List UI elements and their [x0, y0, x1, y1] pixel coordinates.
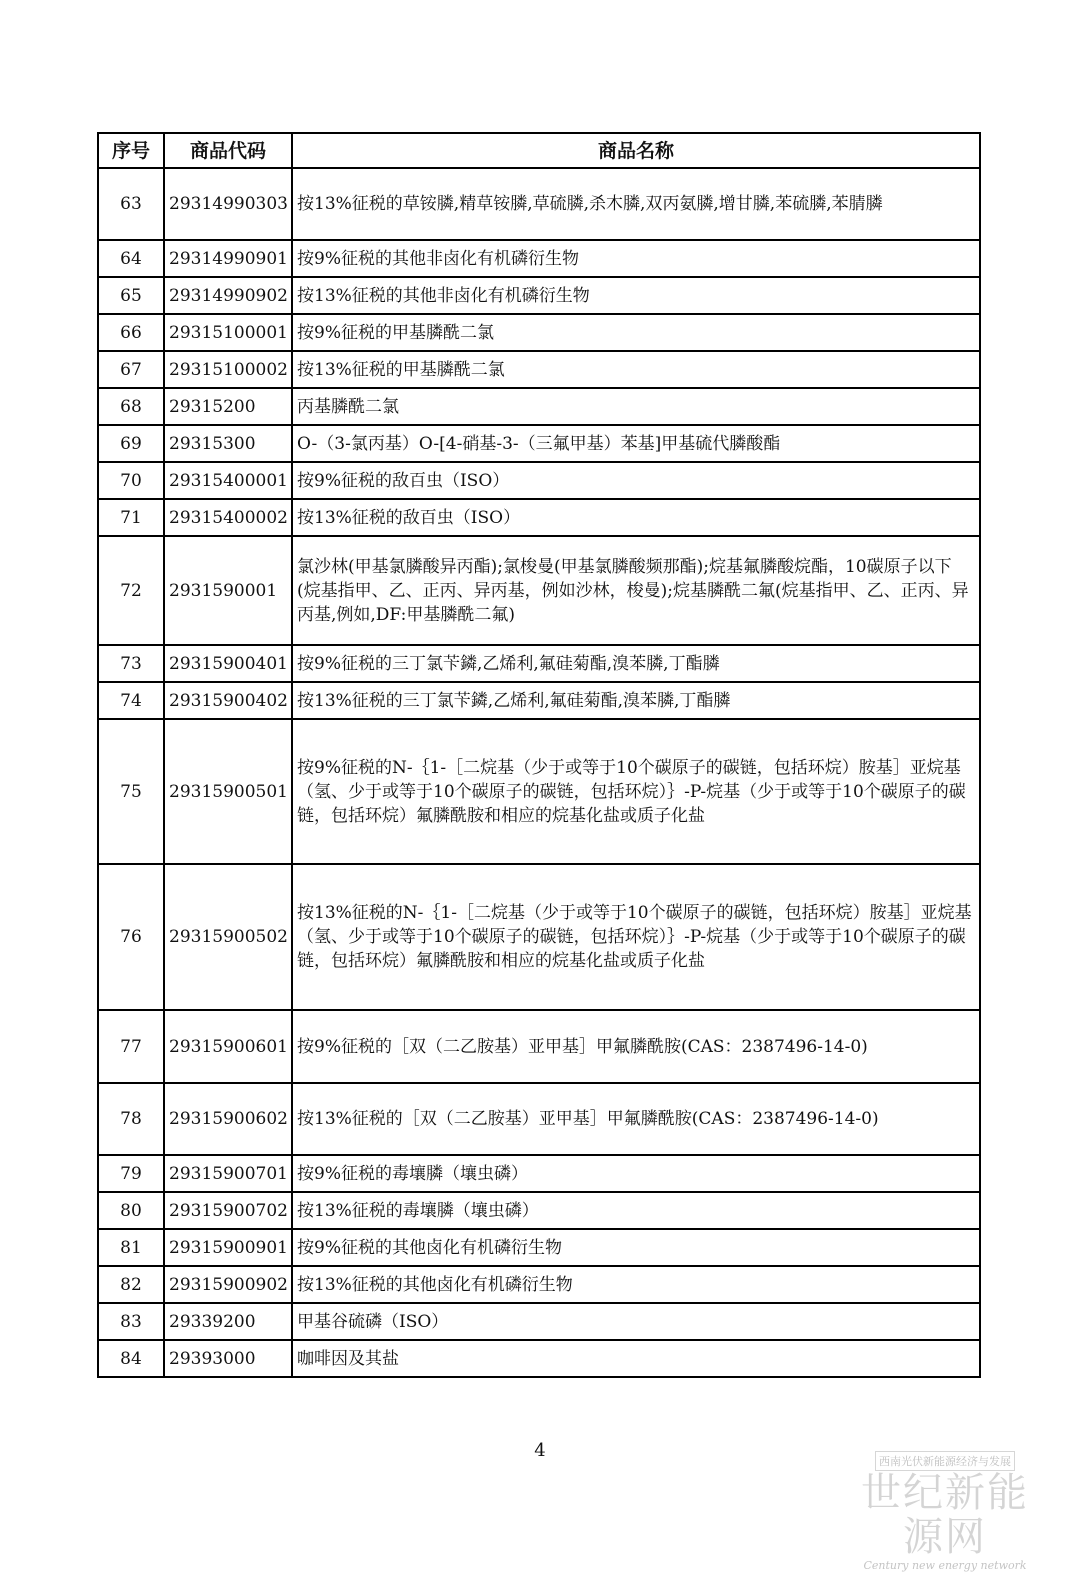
- table-row: [98, 1340, 980, 1377]
- table-row: [98, 1266, 980, 1303]
- page-number: 4: [534, 1440, 546, 1461]
- row-product-code: 29315900401: [164, 645, 292, 682]
- table-row: [98, 1010, 980, 1083]
- row-product-name: 按9%征税的其他卤化有机磷衍生物: [292, 1229, 980, 1266]
- row-serial-number: 75: [98, 719, 164, 864]
- watermark-top-text: 西南光伏新能源经济与发展: [875, 1451, 1015, 1471]
- row-product-name: 按9%征税的甲基膦酰二氯: [292, 314, 980, 351]
- row-product-code: 29315400002: [164, 499, 292, 536]
- watermark-main-text: 世纪新能源网: [861, 1470, 1029, 1560]
- table-row: [98, 1303, 980, 1340]
- table-row: [98, 277, 980, 314]
- row-serial-number: 83: [98, 1303, 164, 1340]
- row-product-name: 按13%征税的甲基膦酰二氯: [292, 351, 980, 388]
- row-product-name: 按13%征税的［双（二乙胺基）亚甲基］甲氟膦酰胺(CAS：2387496-14-0): [292, 1083, 980, 1155]
- row-product-name: 咖啡因及其盐: [292, 1340, 980, 1377]
- row-product-code: 29315900702: [164, 1192, 292, 1229]
- row-product-code: 29315900602: [164, 1083, 292, 1155]
- row-product-code: 29315100002: [164, 351, 292, 388]
- table-row: [98, 536, 980, 645]
- row-serial-number: 74: [98, 682, 164, 719]
- table-row: [98, 682, 980, 719]
- row-product-name: 按13%征税的其他卤化有机磷衍生物: [292, 1266, 980, 1303]
- row-serial-number: 79: [98, 1155, 164, 1192]
- table-row: [98, 425, 980, 462]
- row-serial-number: 65: [98, 277, 164, 314]
- row-product-code: 29315400001: [164, 462, 292, 499]
- row-product-name: 按9%征税的三丁氯苄鏻,乙烯利,氟硅菊酯,溴苯膦,丁酯膦: [292, 645, 980, 682]
- row-serial-number: 77: [98, 1010, 164, 1083]
- row-product-code: 29315300: [164, 425, 292, 462]
- row-product-code: 29393000: [164, 1340, 292, 1377]
- row-product-name: 按13%征税的N-｛1-［二烷基（少于或等于10个碳原子的碳链，包括环烷）胺基］亚烷基（氢、少于或等于10个碳原子的碳链，包括环烷）｝-P-烷基（少于或等于10个碳原子的碳链，包括环烷）氟膦酰胺和相应的烷基化盐或质子化盐: [292, 864, 980, 1010]
- table-row: [98, 499, 980, 536]
- table-row: [98, 719, 980, 864]
- watermark-logo: [845, 1450, 1045, 1572]
- row-product-code: 29314990901: [164, 240, 292, 277]
- row-product-name: 按9%征税的毒壤膦（壤虫磷）: [292, 1155, 980, 1192]
- header-serial-number: 序号: [98, 133, 164, 168]
- table-row: [98, 314, 980, 351]
- row-product-code: 29315200: [164, 388, 292, 425]
- table-row: [98, 388, 980, 425]
- row-product-code: 29315900901: [164, 1229, 292, 1266]
- row-serial-number: 80: [98, 1192, 164, 1229]
- row-serial-number: 64: [98, 240, 164, 277]
- header-product-name: 商品名称: [292, 133, 980, 168]
- table-row: [98, 1155, 980, 1192]
- table-header-row: [98, 133, 980, 168]
- row-serial-number: 73: [98, 645, 164, 682]
- row-serial-number: 68: [98, 388, 164, 425]
- table-row: [98, 462, 980, 499]
- row-product-name: 按9%征税的敌百虫（ISO）: [292, 462, 980, 499]
- row-product-code: 29315900701: [164, 1155, 292, 1192]
- row-product-code: 29314990303: [164, 168, 292, 240]
- table-row: [98, 1229, 980, 1266]
- watermark-sub-text: Century new energy network: [863, 1559, 1027, 1572]
- row-product-name: 按13%征税的毒壤膦（壤虫磷）: [292, 1192, 980, 1229]
- table-row: [98, 864, 980, 1010]
- row-serial-number: 70: [98, 462, 164, 499]
- table-row: [98, 645, 980, 682]
- row-serial-number: 81: [98, 1229, 164, 1266]
- row-product-code: 29315900502: [164, 864, 292, 1010]
- row-serial-number: 82: [98, 1266, 164, 1303]
- row-serial-number: 66: [98, 314, 164, 351]
- row-product-name: 按13%征税的草铵膦,精草铵膦,草硫膦,杀木膦,双丙氨膦,增甘膦,苯硫膦,苯腈膦: [292, 168, 980, 240]
- table-row: [98, 1083, 980, 1155]
- row-product-name: 甲基谷硫磷（ISO）: [292, 1303, 980, 1340]
- row-product-code: 2931590001: [164, 536, 292, 645]
- product-table: [97, 132, 981, 1378]
- row-product-name: 丙基膦酰二氯: [292, 388, 980, 425]
- row-product-name: 按13%征税的其他非卤化有机磷衍生物: [292, 277, 980, 314]
- row-product-code: 29339200: [164, 1303, 292, 1340]
- row-product-name: 氯沙林(甲基氯膦酸异丙酯);氯梭曼(甲基氯膦酸频那酯);烷基氟膦酸烷酯，10碳原子以下(烷基指甲、乙、正丙、异丙基，例如沙林，梭曼);烷基膦酰二氟(烷基指甲、乙、正丙、异丙基,例如,DF:甲基膦酰二氟): [292, 536, 980, 645]
- row-serial-number: 78: [98, 1083, 164, 1155]
- row-product-name: 按13%征税的敌百虫（ISO）: [292, 499, 980, 536]
- row-serial-number: 71: [98, 499, 164, 536]
- table-row: [98, 351, 980, 388]
- row-serial-number: 69: [98, 425, 164, 462]
- row-product-code: 29314990902: [164, 277, 292, 314]
- header-product-code: 商品代码: [164, 133, 292, 168]
- row-product-code: 29315900402: [164, 682, 292, 719]
- row-serial-number: 63: [98, 168, 164, 240]
- row-product-name: O-（3-氯丙基）O-[4-硝基-3-（三氟甲基）苯基]甲基硫代膦酸酯: [292, 425, 980, 462]
- table-row: [98, 1192, 980, 1229]
- table-row: [98, 168, 980, 240]
- row-product-code: 29315900601: [164, 1010, 292, 1083]
- row-product-name: 按9%征税的N-｛1-［二烷基（少于或等于10个碳原子的碳链，包括环烷）胺基］亚烷基（氢、少于或等于10个碳原子的碳链，包括环烷）｝-P-烷基（少于或等于10个碳原子的碳链，包括环烷）氟膦酰胺和相应的烷基化盐或质子化盐: [292, 719, 980, 864]
- row-serial-number: 76: [98, 864, 164, 1010]
- row-product-name: 按9%征税的其他非卤化有机磷衍生物: [292, 240, 980, 277]
- row-product-code: 29315900902: [164, 1266, 292, 1303]
- row-serial-number: 84: [98, 1340, 164, 1377]
- row-product-name: 按13%征税的三丁氯苄鏻,乙烯利,氟硅菊酯,溴苯膦,丁酯膦: [292, 682, 980, 719]
- row-product-code: 29315900501: [164, 719, 292, 864]
- row-serial-number: 67: [98, 351, 164, 388]
- row-product-name: 按9%征税的［双（二乙胺基）亚甲基］甲氟膦酰胺(CAS：2387496-14-0): [292, 1010, 980, 1083]
- table-row: [98, 240, 980, 277]
- row-serial-number: 72: [98, 536, 164, 645]
- row-product-code: 29315100001: [164, 314, 292, 351]
